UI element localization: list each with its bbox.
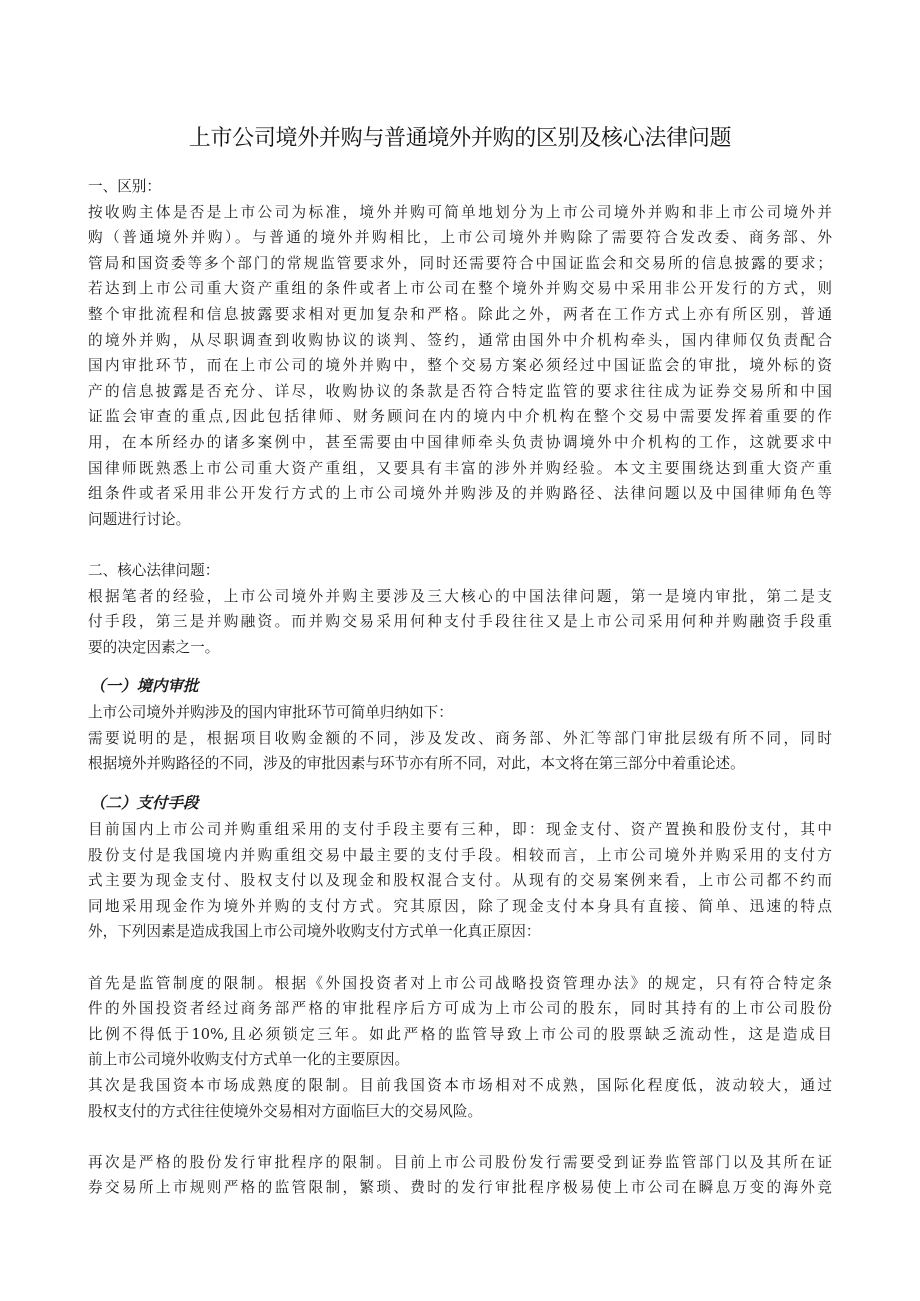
text-line: 券交易所上市规则严格的监管限制，繁琐、费时的发行审批程序极易使上市公司在瞬息万变的海外竞 <box>88 1179 832 1197</box>
text-line: 比例不得低于10%,且必须锁定三年。如此严格的监管导致上市公司的股票缺乏流动性，这是造成目 <box>88 1025 832 1043</box>
paragraph <box>88 1150 832 1201</box>
text-line: 式主要为现金支付、股权支付以及现金和股权混合支付。从现有的交易案例来看，上市公司都不约而 <box>88 872 832 890</box>
text-line: 目前国内上市公司并购重组采用的支付手段主要有三种，即：现金支付、资产置换和股份支付，其中 <box>88 821 832 839</box>
text-line: 证监会审查的重点,因此包括律师、财务顾问在内的境内中介机构在整个交易中需要发挥着重要的作 <box>88 408 832 426</box>
text-line: 其次是我国资本市场成熟度的限制。目前我国资本市场相对不成熟，国际化程度低，波动较大，通过 <box>88 1077 832 1094</box>
text-line: 国内审批环节，而在上市公司的境外并购中，整个交易方案必须经过中国证监会的审批，境外标的资 <box>88 357 832 375</box>
text-line: 首先是监管制度的限制。根据《外国投资者对上市公司战略投资管理办法》的规定，只有符合特定条 <box>88 974 832 992</box>
text-line: 再次是严格的股份发行审批程序的限制。目前上市公司股份发行需要受到证券监管部门以及其所在证 <box>88 1153 832 1171</box>
document-title: 上市公司境外并购与普通境外并购的区别及核心法律问题 <box>188 126 732 151</box>
text-line: 整个审批流程和信息披露要求相对更加复杂和严格。除此之外，两者在工作方式上亦有所区别，普通 <box>88 305 832 323</box>
text-line: 用，在本所经办的诸多案例中，甚至需要由中国律师牵头负责协调境外中介机构的工作，这就要求中 <box>88 433 832 451</box>
paragraph <box>88 817 832 945</box>
paragraph <box>88 584 832 661</box>
text-line: 问题进行讨论。 <box>88 510 191 528</box>
text-line: 管局和国资委等多个部门的常规监管要求外，同时还需要符合中国证监会和交易所的信息披露的要求； <box>88 254 832 272</box>
paragraph <box>88 700 832 726</box>
text-line: 国律师既熟悉上市公司重大资产重组，又要具有丰富的涉外并购经验。本文主要围绕达到重大资产重 <box>88 459 832 477</box>
text-line: 股份支付是我国境内并购重组交易中最主要的支付手段。相较而言，上市公司境外并购采用的支付方 <box>88 846 832 864</box>
text-line: 要的决定因素之一。 <box>88 638 220 656</box>
text-line: 若达到上市公司重大资产重组的条件或者上市公司在整个境外并购交易中采用非公开发行的方式，则 <box>88 280 832 298</box>
subsection-heading: （一）境内审批 <box>90 676 199 696</box>
subsection-heading: （二）支付手段 <box>90 793 199 813</box>
paragraph <box>88 1073 832 1124</box>
text-line: 件的外国投资者经过商务部严格的审批程序后方可成为上市公司的股东，同时其持有的上市公司股份 <box>88 1000 832 1018</box>
text-line: 上市公司境外并购涉及的国内审批环节可简单归纳如下： <box>88 704 453 722</box>
text-line: 组条件或者采用非公开发行方式的上市公司境外并购涉及的并购路径、法律问题以及中国律师角色等 <box>88 485 832 503</box>
text-line: 购（普通境外并购）。与普通的境外并购相比，上市公司境外并购除了需要符合发改委、商务部、外 <box>88 229 832 247</box>
text-line: 股权支付的方式往往使境外交易相对方面临巨大的交易风险。 <box>88 1102 483 1120</box>
text-line: 需要说明的是，根据项目收购金额的不同，涉及发改、商务部、外汇等部门审批层级有所不同，同时 <box>88 729 832 747</box>
text-line: 根据境外并购路径的不同，涉及的审批因素与环节亦有所不同，对此，本文将在第三部分中着重论述。 <box>88 755 745 773</box>
text-line: 同地采用现金作为境外并购的支付方式。究其原因，除了现金支付本身具有直接、简单、迅速的特点 <box>88 897 832 915</box>
text-line: 按收购主体是否是上市公司为标准，境外并购可简单地划分为上市公司境外并购和非上市公司境外并 <box>88 203 832 221</box>
text-line: 根据笔者的经验，上市公司境外并购主要涉及三大核心的中国法律问题，第一是境内审批，第二是支 <box>88 587 832 605</box>
section-heading: 二、核心法律问题： <box>88 561 220 579</box>
text-line: 前上市公司境外收购支付方式单一化的主要原因。 <box>88 1051 410 1069</box>
text-line: 付手段，第三是并购融资。而并购交易采用何种支付手段往往又是上市公司采用何种并购融资手段重 <box>88 613 832 631</box>
paragraph <box>88 726 832 777</box>
document-body <box>88 174 832 1201</box>
text-line: 的境外并购，从尽职调查到收购协议的谈判、签约，通常由国外中介机构牵头，国内律师仅负责配合 <box>88 331 832 349</box>
section-heading: 一、区别： <box>88 178 161 195</box>
text-line: 外，下列因素是造成我国上市公司境外收购支付方式单一化真正原因： <box>88 923 541 941</box>
paragraph <box>88 200 832 533</box>
text-line: 产的信息披露是否充分、详尽，收购协议的条款是否符合特定监管的要求往往成为证券交易所和中国 <box>88 382 832 400</box>
paragraph <box>88 971 832 1073</box>
